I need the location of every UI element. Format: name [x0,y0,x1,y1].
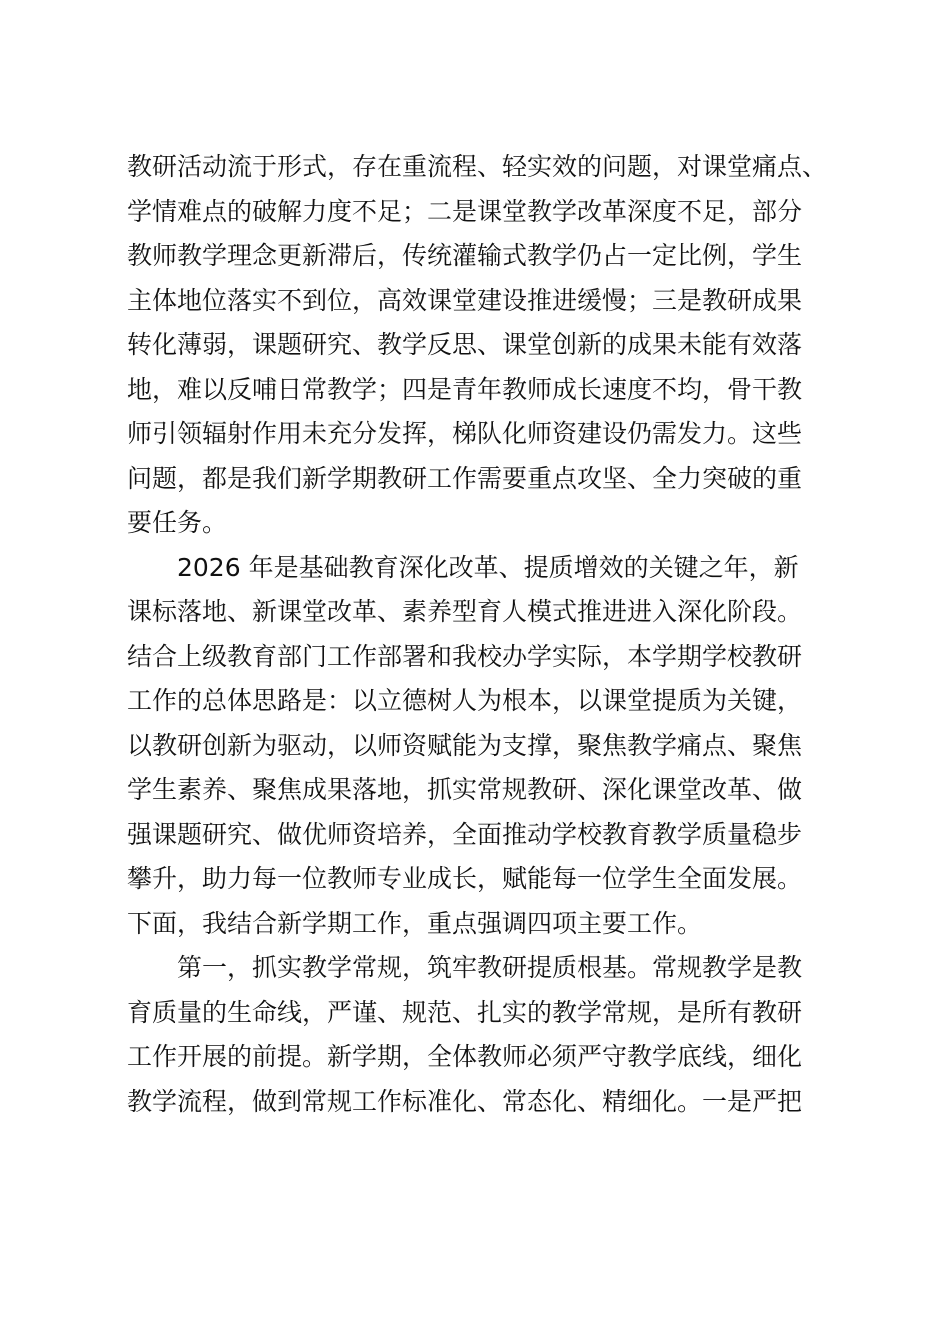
text-line: 问题，都是我们新学期教研工作需要重点攻坚、全力突破的重 [127,463,803,493]
text-line: 强课题研究、做优师资培养，全面推动学校教育教学质量稳步 [127,819,803,849]
text-line: 地，难以反哺日常教学；四是青年教师成长速度不均，骨干教 [127,374,803,404]
text-line: 要任务。 [127,508,228,537]
text-line: 学情难点的破解力度不足；二是课堂教学改革深度不足，部分 [127,196,803,226]
text-line: 2026 年是基础教育深化改革、提质增效的关键之年，新 [177,552,799,582]
text-line: 教研活动流于形式，存在重流程、轻实效的问题，对课堂痛点、 [127,152,828,181]
text-line: 下面，我结合新学期工作，重点强调四项主要工作。 [127,908,703,938]
text-line: 转化薄弱，课题研究、教学反思、课堂创新的成果未能有效落 [127,330,803,359]
body-text [127,145,839,1124]
text-line: 课标落地、新课堂改革、素养型育人模式推进进入深化阶段。 [127,597,803,626]
text-line: 主体地位落实不到位，高效课堂建设推进缓慢；三是教研成果 [127,285,803,315]
text-line: 学生素养、聚焦成果落地，抓实常规教研、深化课堂改革、做 [127,775,803,804]
text-line: 教学流程，做到常规工作标准化、常态化、精细化。一是严把 [127,1086,803,1116]
text-line: 工作开展的前提。新学期，全体教师必须严守教学底线，细化 [127,1042,803,1071]
text-line: 以教研创新为驱动，以师资赋能为支撑，聚焦教学痛点、聚焦 [127,730,803,760]
text-line: 结合上级教育部门工作部署和我校办学实际，本学期学校教研 [127,641,803,671]
text-line: 教师教学理念更新滞后，传统灌输式教学仍占一定比例，学生 [127,241,803,270]
text-line: 师引领辐射作用未充分发挥，梯队化师资建设仍需发力。这些 [127,419,803,448]
text-line: 攀升，助力每一位教师专业成长，赋能每一位学生全面发展。 [127,864,803,893]
text-line: 工作的总体思路是：以立德树人为根本，以课堂提质为关键， [127,686,803,715]
text-line: 第一，抓实教学常规，筑牢教研提质根基。常规教学是教 [177,953,803,982]
text-line: 育质量的生命线，严谨、规范、扎实的教学常规，是所有教研 [127,997,803,1027]
